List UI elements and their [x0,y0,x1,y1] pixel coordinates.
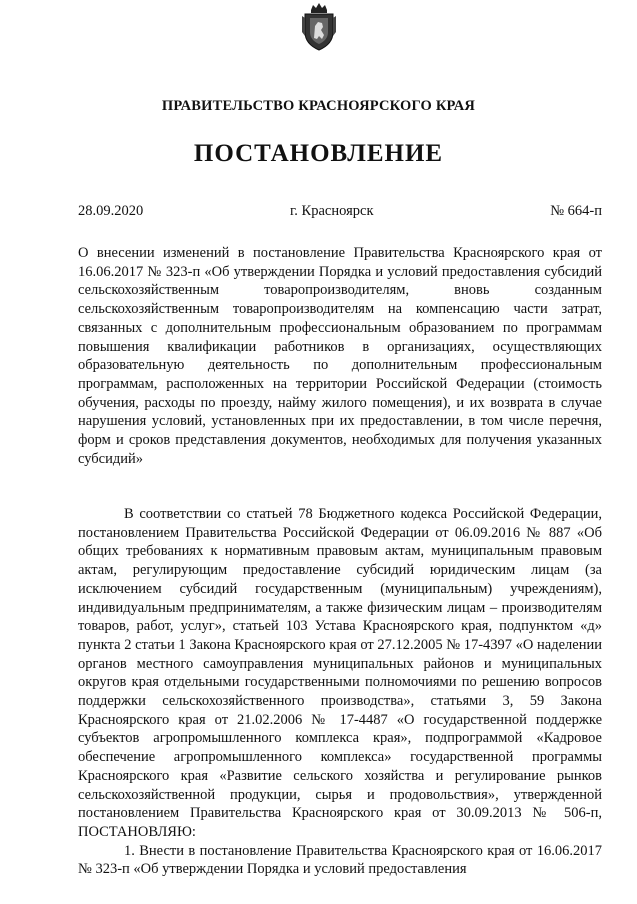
body-paragraph-2: 1. Внести в постановление Правительства Красноярского края от 16.06.2017 № 323-п «Об утверждении Порядка и условий предоставления [78,842,602,878]
document-number: № 664-п [550,203,602,219]
krasnoyarsk-coat-of-arms-icon [301,2,337,52]
organization-title: ПРАВИТЕЛЬСТВО КРАСНОЯРСКОГО КРАЯ [161,98,476,114]
subject-text: О внесении изменений в постановление Правительства Красноярского края от 16.06.2017 № 323-п «Об утверждении Порядка и условий предоставления субсидий сельскохозяйственным товаропроизводителям, вновь созданным сельскохозяйственным товаропроизводителям на компенсацию части затрат, связанных с дополнительным профессиональным образованием по программам повышения квалификации работников в организациях, осуществляющих образовательную деятельность по дополнительным профессиональным программам, расположенных на территории Российской Федерации (стоимость обучения, расходы по проезду, найму жилого помещения), и их возврата в случае нарушения условий, установленных при их предоставлении, в том числе перечня, форм и сроков представления документов, необходимых для получения указанных субсидий» [78,245,602,467]
document-date: 28.09.2020 [78,203,144,219]
body-paragraph-1: В соответствии со статьей 78 Бюджетного кодекса Российской Федерации, постановлением Правительства Российской Федерации от 06.09.2016 № 887 «Об общих требованиях к нормативным правовым актам, муниципальным правовым актам, регулирующим предоставление субсидий юридическим лицам (за исключением субсидий государственным (муниципальным) учреждениям), индивидуальным предпринимателям, а также физическим лицам – производителям товаров, работ, услуг», статьей 103 Устава Красноярского края, подпунктом «д» пункта 2 статьи 1 Закона Красноярского края от 27.12.2005 № 17-4397 «О наделении органов местного самоуправления муниципальных районов и муниципальных округов края отдельными государственными полномочиями по решению вопросов поддержки сельскохозяйственного производства», статьями 3, 59 Закона Красноярского края от 21.02.2006 № 17-4487 «О государственной поддержке субъектов агропромышленного комплекса края», подпрограммой «Кадровое обеспечение агропромышленного комплекса» государственной программы Красноярского края «Развитие сельского хозяйства и регулирование рынков сельскохозяйственной продукции, сырья и продовольствия», утвержденной постановлением Правительства Красноярского края от 30.09.2013 № 506-п, ПОСТАНОВЛЯЮ: [78,506,602,840]
document-subject [78,244,602,468]
document-body [78,505,602,879]
document-city: г. Красноярск [290,203,374,219]
document-title: ПОСТАНОВЛЕНИЕ [193,140,444,167]
